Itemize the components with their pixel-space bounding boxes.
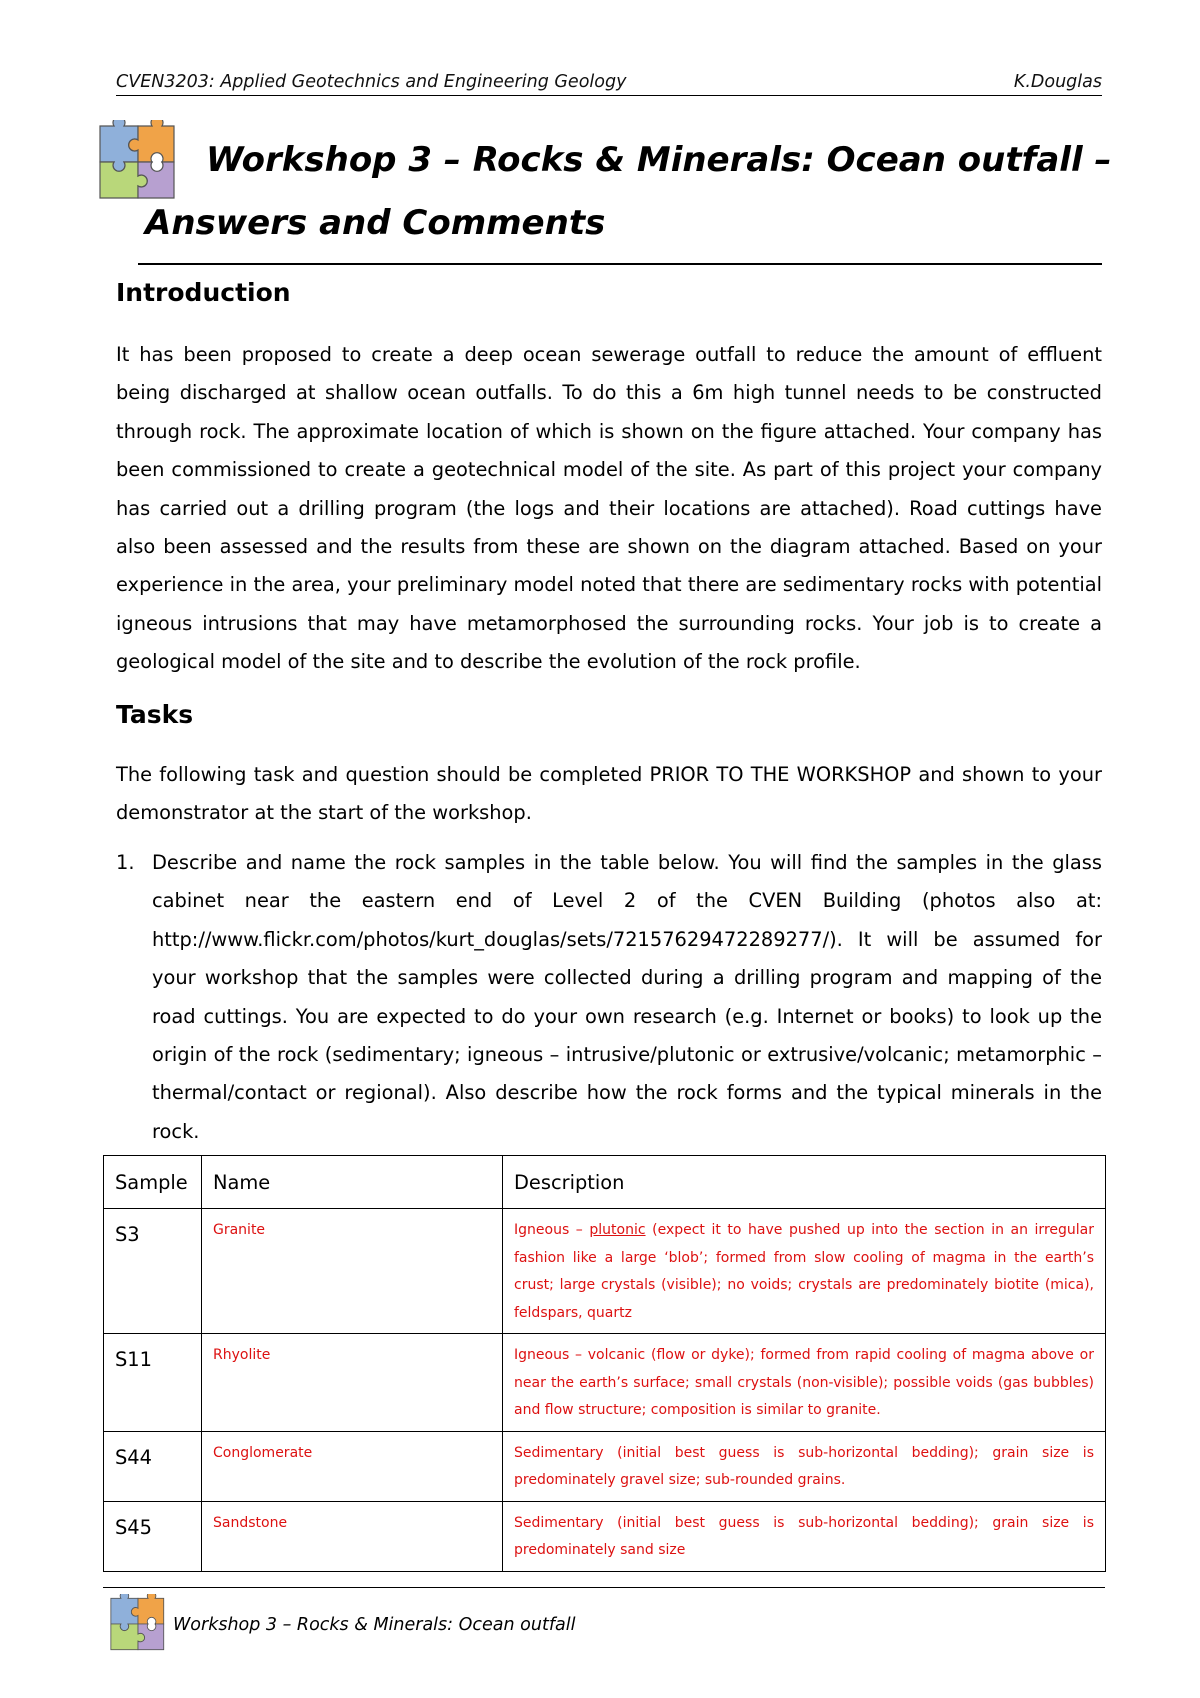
rock-description-cell [503, 1501, 1106, 1571]
sample-id-cell: S44 [104, 1431, 202, 1501]
introduction-paragraph: It has been proposed to create a deep ocean sewerage outfall to reduce the amount of effluent being discharged at shallow ocean outfalls. To do this a 6m high tunnel needs to be constructed through rock. The approximate location of which is shown on the figure attached. Your company has been commissioned to create a geotechnical model of the site. As part of this project your company has carried out a drilling program (the logs and their locations are attached). Road cuttings have also been assessed and the results from these are shown on the diagram attached. Based on your experience in the area, your preliminary model noted that there are sedimentary rocks with potential igneous intrusions that may have metamorphosed the surrounding rocks. Your job is to create a geological model of the site and to describe the evolution of the rock profile. [116, 343, 1102, 674]
task-item-number: 1. [116, 851, 135, 874]
description-text: (expect it to have pushed up into the section in an irregular fashion like a large ‘blob’; formed from slow cooling of magma in the earth’s crust; large crystals (visible); no voids; crystals are predominately biotite (mica), feldspars, quartz [514, 1222, 1094, 1321]
description-text: Igneous – [514, 1222, 590, 1238]
description-underlined-text: plutonic [589, 1222, 646, 1238]
column-header-description: Description [503, 1156, 1106, 1209]
course-title: CVEN3203: Applied Geotechnics and Engineering Geology [116, 72, 627, 92]
rock-samples-table [103, 1155, 1106, 1572]
sample-id-cell: S3 [104, 1209, 202, 1334]
rock-description-cell [503, 1431, 1106, 1501]
sample-id-cell: S45 [104, 1501, 202, 1571]
tasks-heading: Tasks [116, 700, 194, 729]
task-item-text: Describe and name the rock samples in the table below. You will find the samples in the glass cabinet near the eastern end of Level 2 of the CVEN Building (photos also at: http://www.flickr.com/photos/kurt_douglas/sets/72157629472289277/). It will be assumed for your workshop that the samples were collected during a drilling program and mapping of the road cuttings. You are expected to do your own research (e.g. Internet or books) to look up the origin of the rock (sedimentary; igneous – intrusive/plutonic or extrusive/volcanic; metamorphic – thermal/contact or regional). Also describe how the rock forms and the typical minerals in the rock. [152, 851, 1102, 1143]
table-header-row [104, 1156, 1106, 1209]
author-name: K.Douglas [1013, 72, 1102, 92]
column-header-name: Name [202, 1156, 503, 1209]
puzzle-logo-icon [108, 1594, 168, 1654]
rock-name-cell: Granite [202, 1209, 503, 1334]
column-header-sample: Sample [104, 1156, 202, 1209]
puzzle-logo-icon [96, 120, 180, 204]
description-text: Igneous – volcanic (flow or dyke); formed from rapid cooling of magma above or near the earth’s surface; small crystals (non-visible); possible voids (gas bubbles) and flow structure; composition is similar to granite. [514, 1347, 1094, 1418]
document-title-line-2: Answers and Comments [145, 203, 606, 243]
rock-name-cell: Sandstone [202, 1501, 503, 1571]
description-text: Sedimentary (initial best guess is sub-horizontal bedding); grain size is predominately sand size [514, 1514, 1094, 1558]
footer-divider [103, 1587, 1105, 1588]
tasks-intro-paragraph: The following task and question should be completed PRIOR TO THE WORKSHOP and shown to your demonstrator at the start of the workshop. [116, 763, 1102, 825]
rock-description-cell [503, 1209, 1106, 1334]
table-row [104, 1501, 1106, 1571]
title-divider [138, 263, 1102, 265]
table-row [104, 1209, 1106, 1334]
document-title-line-1: Workshop 3 – Rocks & Minerals: Ocean outfall – [206, 140, 1112, 180]
footer-title: Workshop 3 – Rocks & Minerals: Ocean outfall [173, 1615, 576, 1635]
sample-id-cell: S11 [104, 1334, 202, 1432]
rock-name-cell: Conglomerate [202, 1431, 503, 1501]
rock-name-cell: Rhyolite [202, 1334, 503, 1432]
description-text: Sedimentary (initial best guess is sub-horizontal bedding); grain size is predominately gravel size; sub-rounded grains. [514, 1444, 1094, 1488]
rock-description-cell [503, 1334, 1106, 1432]
table-row [104, 1334, 1106, 1432]
table-row [104, 1431, 1106, 1501]
introduction-heading: Introduction [116, 278, 291, 307]
running-header [116, 72, 1102, 96]
